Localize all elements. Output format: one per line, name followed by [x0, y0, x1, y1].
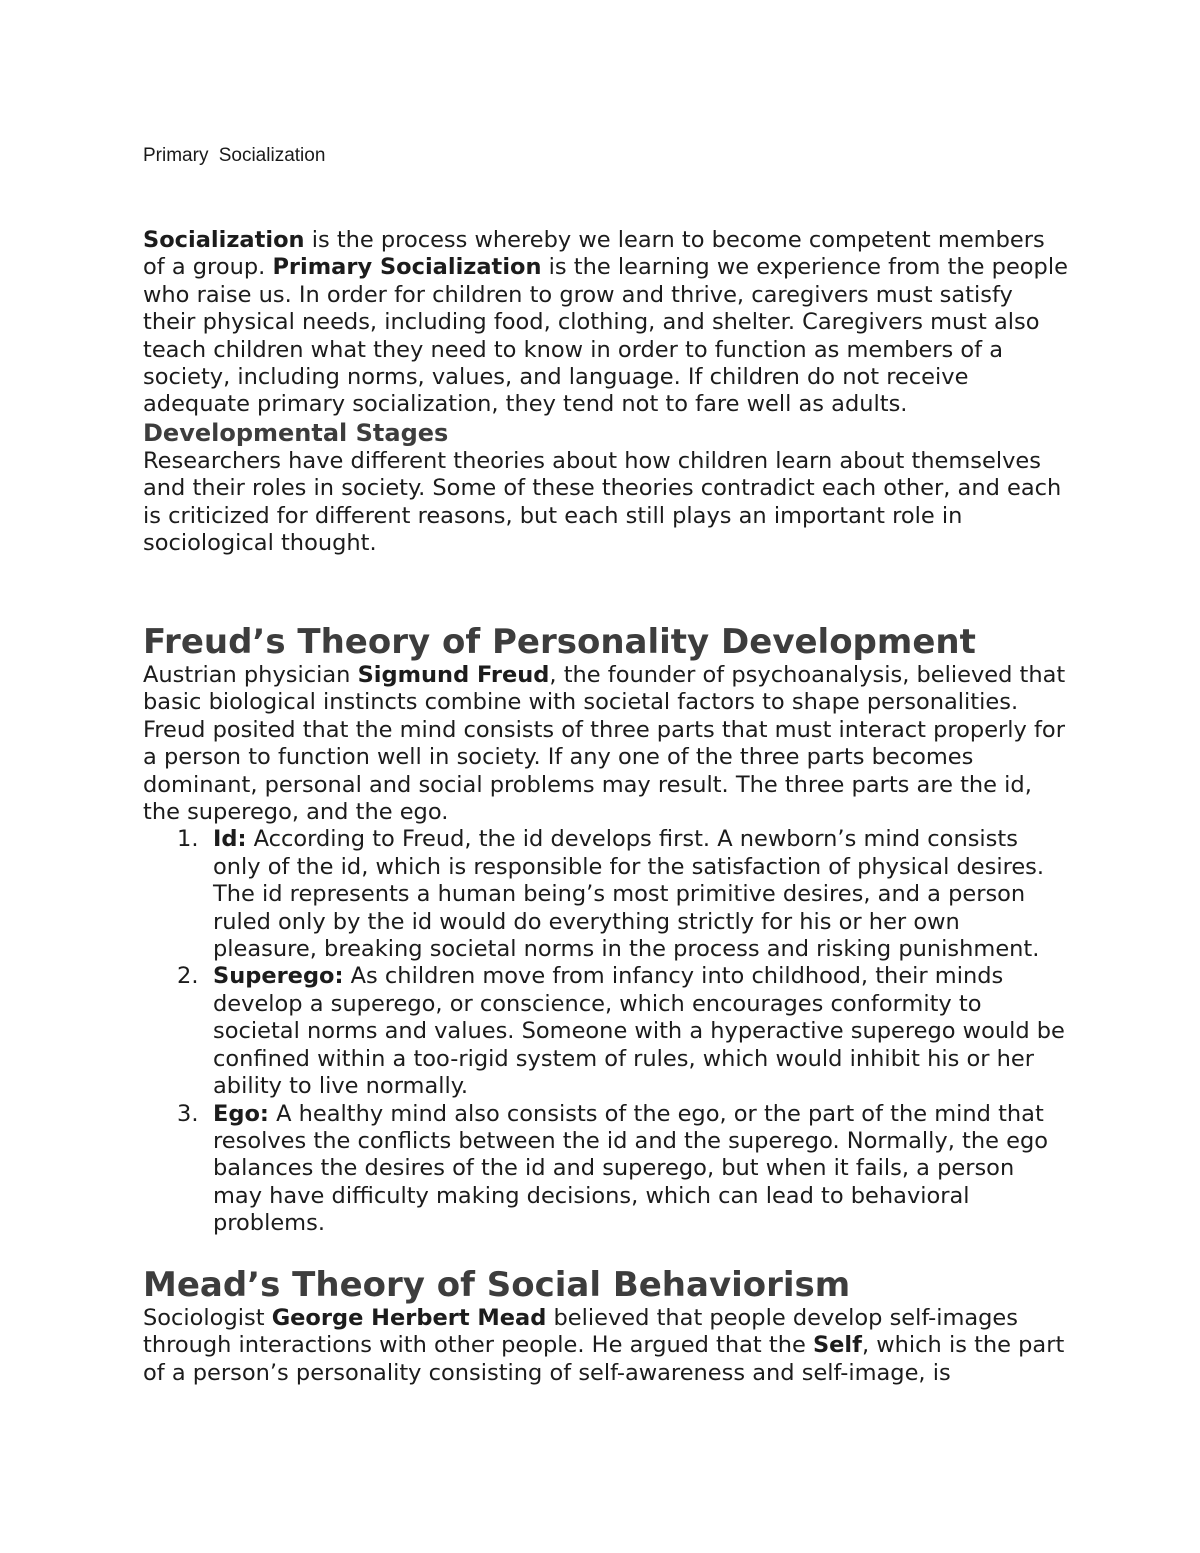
term-socialization: Socialization — [143, 227, 305, 253]
list-text: According to Freud, the id develops first. A newborn’s mind consists only of the id, which is responsible for the satisfaction of physical desires. The id represents a human being’s most primitive desires, and a person ruled only by the id would do everything strictly for his or her own pleasure, breaking societal norms in the process and risking punishment. — [213, 826, 1045, 963]
mead-text-1: Sociologist — [143, 1305, 272, 1331]
intro-text-2: is the learning we experience from the people who raise us. In order for children to grow and thrive, caregivers must satisfy their physical needs, including food, clothing, and shelter. Caregivers must also teach children what they need to know in order to function as members of a society, including norms, values, and language. If children do not receive adequate primary socialization, they tend not to fare well as adults. — [143, 254, 1068, 418]
list-term: Superego: — [213, 963, 344, 990]
name-sigmund-freud: Sigmund Freud — [357, 662, 550, 688]
list-term: Ego: — [213, 1100, 269, 1127]
list-text: A healthy mind also consists of the ego, or the part of the mind that resolves the conflicts between the id and the superego. Normally, the ego balances the desires of the id and superego, but when it fails, a person may have difficulty making decisions, which can lead to behavioral problems. — [213, 1100, 1049, 1237]
freud-paragraph — [143, 662, 1068, 826]
name-george-herbert-mead: George Herbert Mead — [271, 1305, 547, 1331]
list-item-ego — [143, 1101, 1068, 1238]
intro-section — [143, 227, 1068, 557]
list-number: 1. — [177, 826, 199, 853]
list-number: 3. — [177, 1100, 199, 1127]
list-term: Id: — [213, 826, 247, 853]
mead-heading: Mead’s Theory of Social Behaviorism — [143, 1265, 851, 1305]
intro-paragraph — [143, 227, 1068, 419]
mead-text-2: believed that people develop self-images through interactions with other people. He argued that the — [143, 1305, 1019, 1359]
freud-parts-list — [143, 826, 1068, 1237]
intro-text-1: is the process whereby we learn to become competent members of a group. — [143, 227, 1045, 281]
page-title: Primary Socialization — [143, 145, 326, 166]
mead-section — [143, 1265, 1068, 1387]
mead-paragraph — [143, 1305, 1068, 1387]
list-item-superego — [143, 963, 1068, 1100]
list-number: 2. — [177, 963, 199, 990]
term-primary-socialization: Primary Socialization — [272, 254, 542, 281]
freud-text-1: Austrian physician — [143, 662, 358, 688]
freud-text-2: , the founder of psychoanalysis, believed that basic biological instincts combine with societal factors to shape personalities. Freud posited that the mind consists of three parts that must interact properly for a person to function well in society. If any one of the three parts becomes dominant, personal and social problems may result. The three parts are the id, the superego, and the ego. — [143, 662, 1066, 826]
developmental-stages-heading: Developmental Stages — [143, 418, 449, 447]
mead-text-3: , which is the part of a person’s personality consisting of self-awareness and self-image, is — [143, 1332, 1065, 1386]
list-item-id — [143, 826, 1068, 963]
term-self: Self — [812, 1332, 862, 1359]
developmental-stages-paragraph: Researchers have different theories about how children learn about themselves and their roles in society. Some of these theories contradict each other, and each is criticized for different reasons, but each still plays an important role in sociological thought. — [143, 447, 1062, 557]
freud-heading: Freud’s Theory of Personality Development — [143, 622, 976, 662]
list-text: As children move from infancy into childhood, their minds develop a superego, or conscience, which encourages conformity to societal norms and values. Someone with a hyperactive superego would be confined within a too-rigid system of rules, which would inhibit his or her ability to live normally. — [213, 963, 1065, 1100]
freud-section — [143, 622, 1068, 1238]
